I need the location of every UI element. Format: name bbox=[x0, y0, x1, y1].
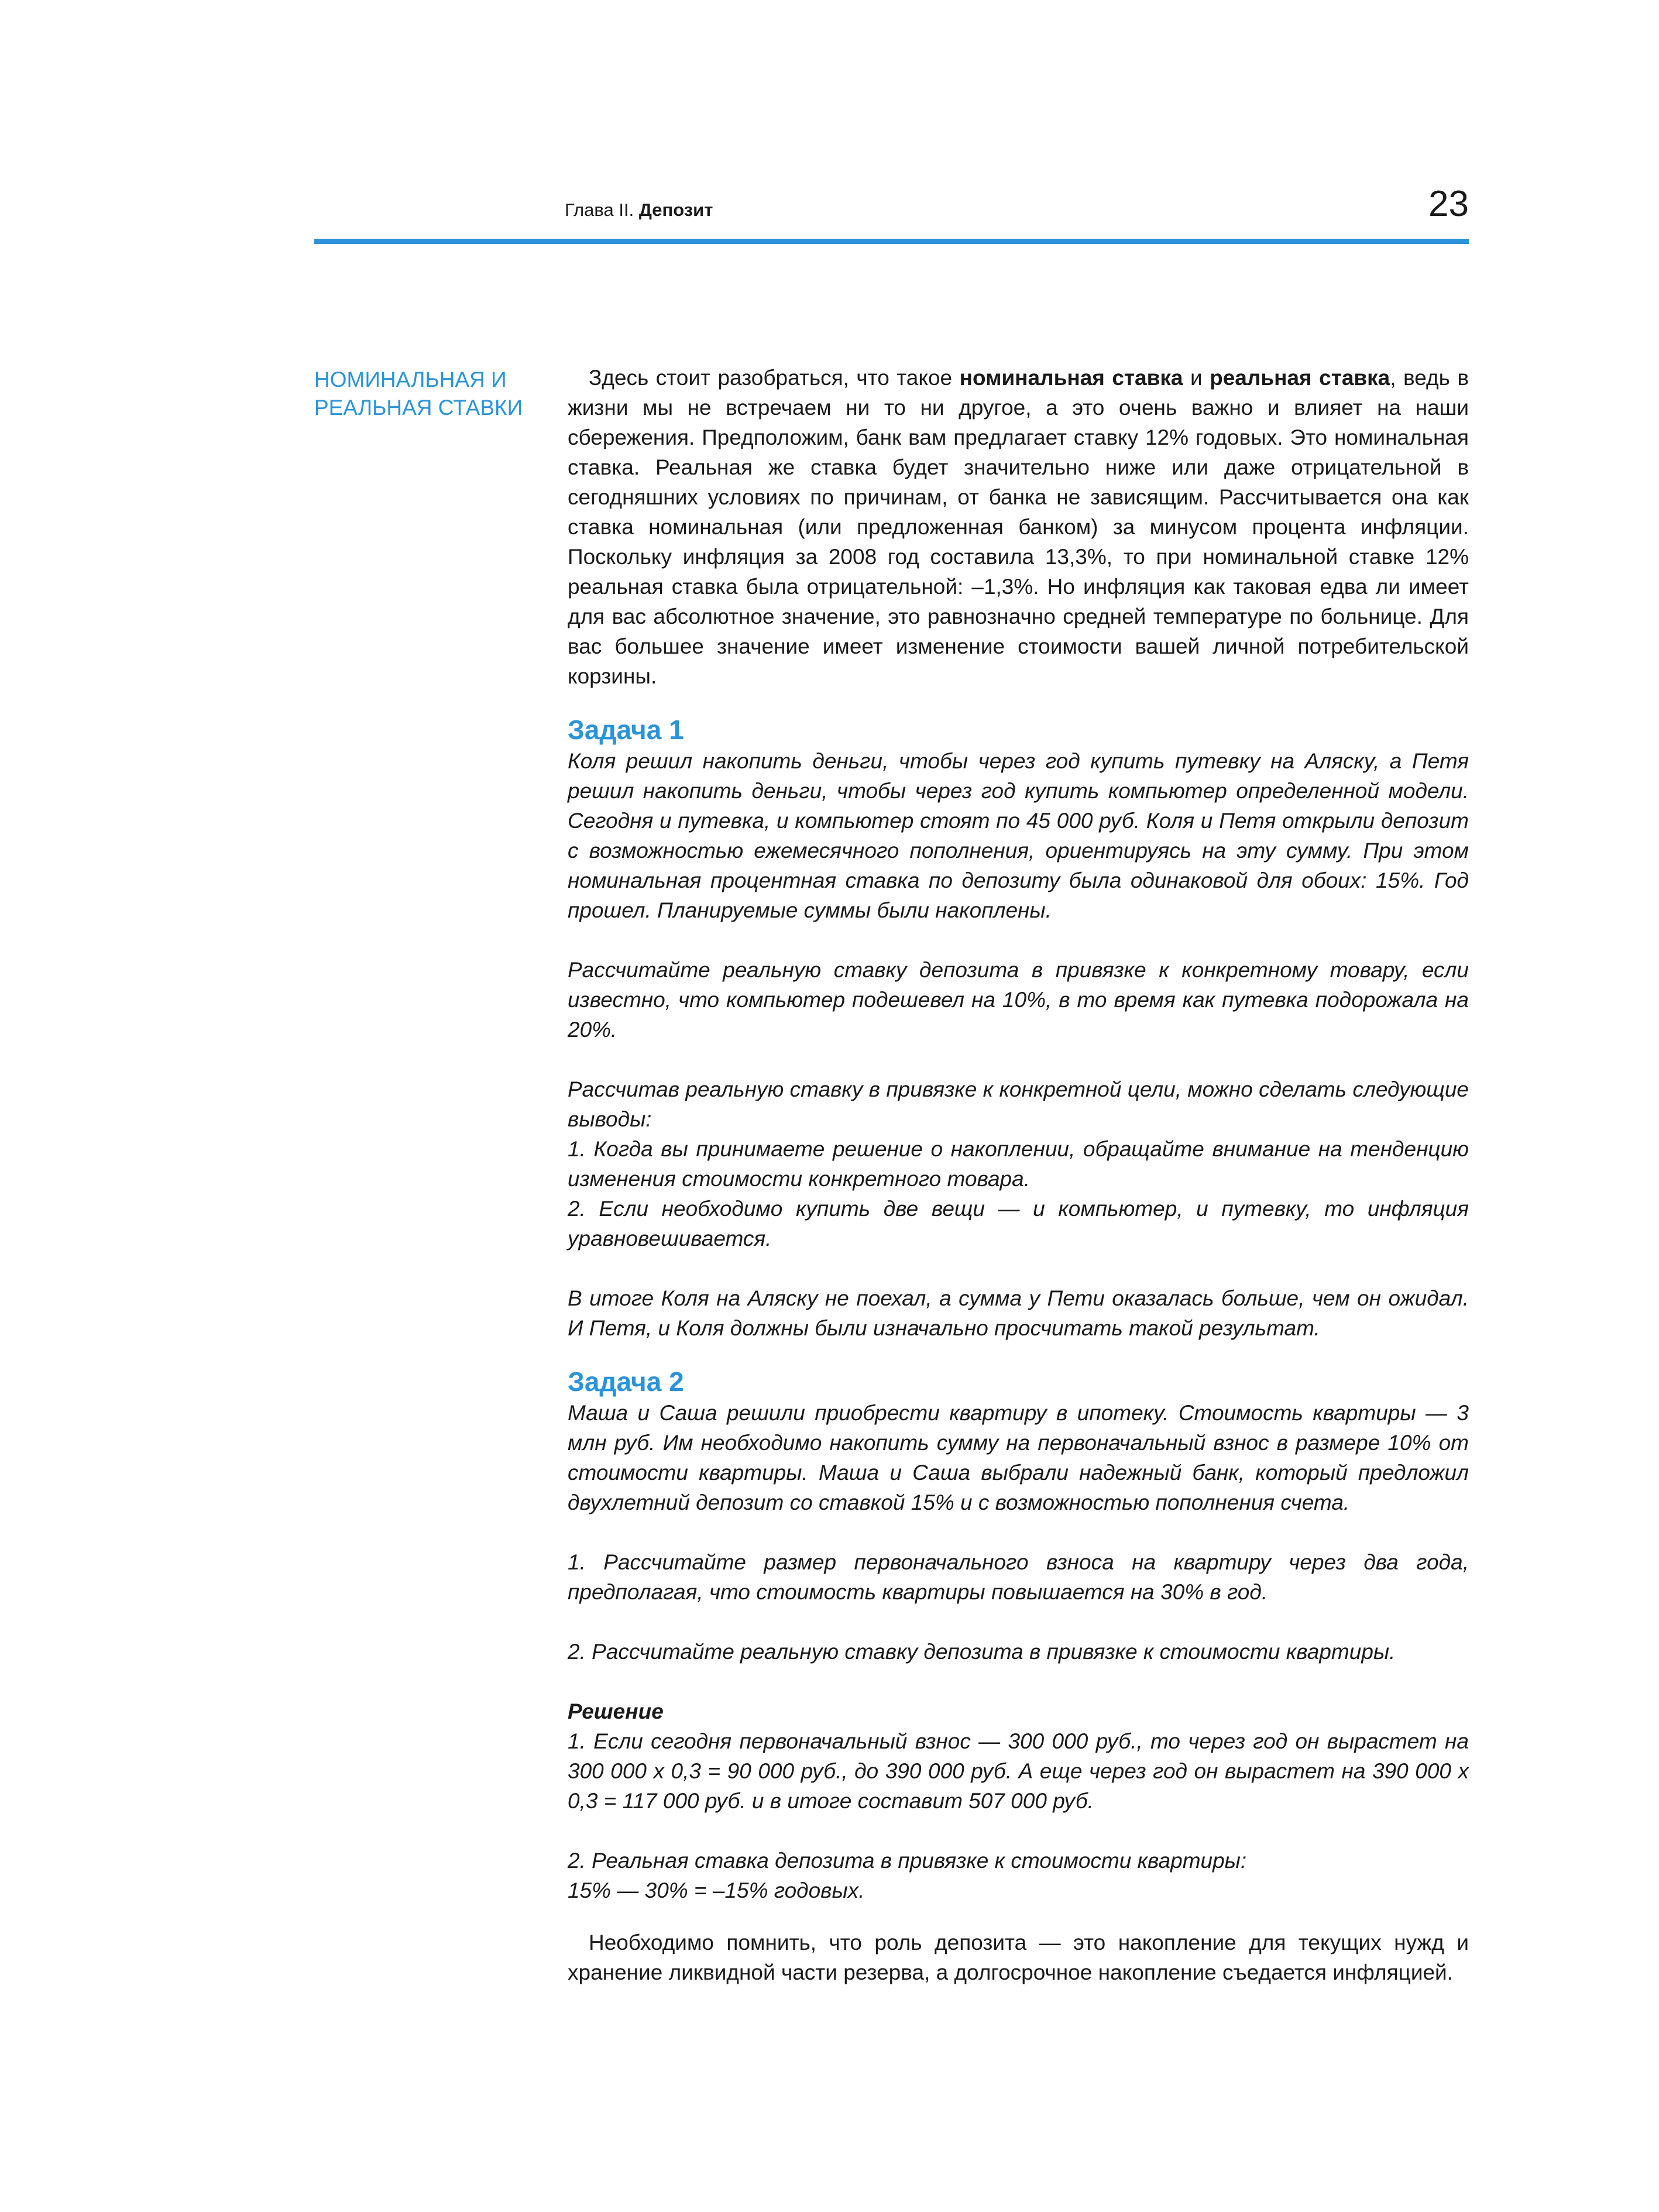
solution-2-line-2: 15% — 30% = –15% годовых. bbox=[568, 1878, 865, 1902]
task2-paragraph-1: Маша и Саша решили приобрести квартиру в ипотеку. Стоимость квартиры — 3 млн руб. Им необходимо накопить сумму на первоначальный взнос в размере 10% от стоимости квартиры. Маша и Саша выбрали надежный банк, который предложил двухлетний депозит со ставкой 15% и с возможностью пополнения счета. bbox=[568, 1401, 1469, 1514]
task1-paragraph-1: Коля решил накопить деньги, чтобы через год купить путевку на Аляску, а Петя решил накопить деньги, чтобы через год купить компьютер определенной модели. Сегодня и путевка, и компьютер стоят по 45 000 руб. Коля и Петя открыли депозит с возможностью ежемесячного пополнения, ориентируясь на эту сумму. При этом номинальная процентная ставка по депозиту была одинаковой для обоих: 15%. Год прошел. Планируемые суммы были накоплены. bbox=[568, 749, 1469, 922]
chapter-prefix: Глава II. bbox=[565, 200, 634, 220]
task1-conclusion-2: 2. Если необходимо купить две вещи — и компьютер, и путевку, то инфляция уравновешивается. bbox=[568, 1197, 1469, 1251]
main-text bbox=[568, 363, 1469, 1987]
intro-text-1: Здесь стоит разобраться, что такое bbox=[589, 366, 960, 390]
chapter-title: Депозит bbox=[638, 200, 713, 220]
task2-question-2: 2. Рассчитайте реальную ставку депозита в привязке к стоимости квартиры. bbox=[568, 1640, 1396, 1664]
task2-title: Задача 2 bbox=[568, 1366, 684, 1397]
task2-question-1: 1. Рассчитайте размер первоначального взноса на квартиру через два года, предполагая, что стоимость квартиры повышается на 30% в год. bbox=[568, 1550, 1469, 1604]
header-rule bbox=[314, 239, 1469, 244]
intro-paragraph bbox=[568, 363, 1469, 691]
task1-paragraph-2: Рассчитайте реальную ставку депозита в привязке к конкретному товару, если известно, что компьютер подешевел на 10%, в то время как путевка подорожала на 20%. bbox=[568, 958, 1469, 1042]
solution-label: Решение bbox=[568, 1699, 664, 1723]
term-real-rate: реальная ставка bbox=[1210, 366, 1390, 390]
intro-text-3: , ведь в жизни мы не встречаем ни то ни другое, а это очень важно и влияет на наши сбережения. Предположим, банк вам предлагает ставку 12% годовых. Это номинальная ставка. Реальная же ставка будет значительно ниже или даже отрицательной в сегодняшних условиях по причинам, от банка не зависящим. Рассчитывается она как ставка номинальная (или предложенная банком) за минусом процента инфляции. Поскольку инфляция за 2008 год составила 13,3%, то при номинальной ставке 12% реальная ставка была отрицательной: –1,3%. Но инфляция как таковая едва ли имеет для вас абсолютное значение, это равнозначно средней температуре по больнице. Для вас большее значение имеет изменение стоимости вашей личной потребительской корзины. bbox=[568, 366, 1469, 688]
task1-title: Задача 1 bbox=[568, 715, 684, 745]
running-header bbox=[314, 173, 1469, 243]
page-number: 23 bbox=[1428, 184, 1469, 224]
task1-conclusion-1: 1. Когда вы принимаете решение о накоплении, обращайте внимание на тенденцию изменения стоимости конкретного товара. bbox=[568, 1137, 1469, 1191]
term-nominal-rate: номинальная ставка bbox=[959, 366, 1183, 390]
task1-paragraph-3: Рассчитав реальную ставку в привязке к конкретной цели, можно сделать следующие выводы: bbox=[568, 1077, 1469, 1131]
intro-text-2: и bbox=[1183, 366, 1210, 390]
side-heading: НОМИНАЛЬНАЯ И РЕАЛЬНАЯ СТАВКИ bbox=[314, 367, 523, 420]
solution-1: 1. Если сегодня первоначальный взнос — 300 000 руб., то через год он вырастет на 300 000 x 0,3 = 90 000 руб., до 390 000 руб. А еще через год он вырастет на 390 000 x 0,3 = 117 000 руб. и в итоге составит 507 000 руб. bbox=[568, 1729, 1469, 1813]
task1-paragraph-6: В итоге Коля на Аляску не поехал, а сумма у Пети оказалась больше, чем он ожидал. И Петя, и Коля должны были изначально просчитать такой результат. bbox=[568, 1286, 1469, 1340]
closing-paragraph: Необходимо помнить, что роль депозита — это накопление для текущих нужд и хранение ликвидной части резерва, а долгосрочное накопление съедается инфляцией. bbox=[568, 1931, 1469, 1984]
solution-2-line-1: 2. Реальная ставка депозита в привязке к стоимости квартиры: bbox=[568, 1849, 1247, 1873]
chapter-label bbox=[565, 200, 713, 221]
